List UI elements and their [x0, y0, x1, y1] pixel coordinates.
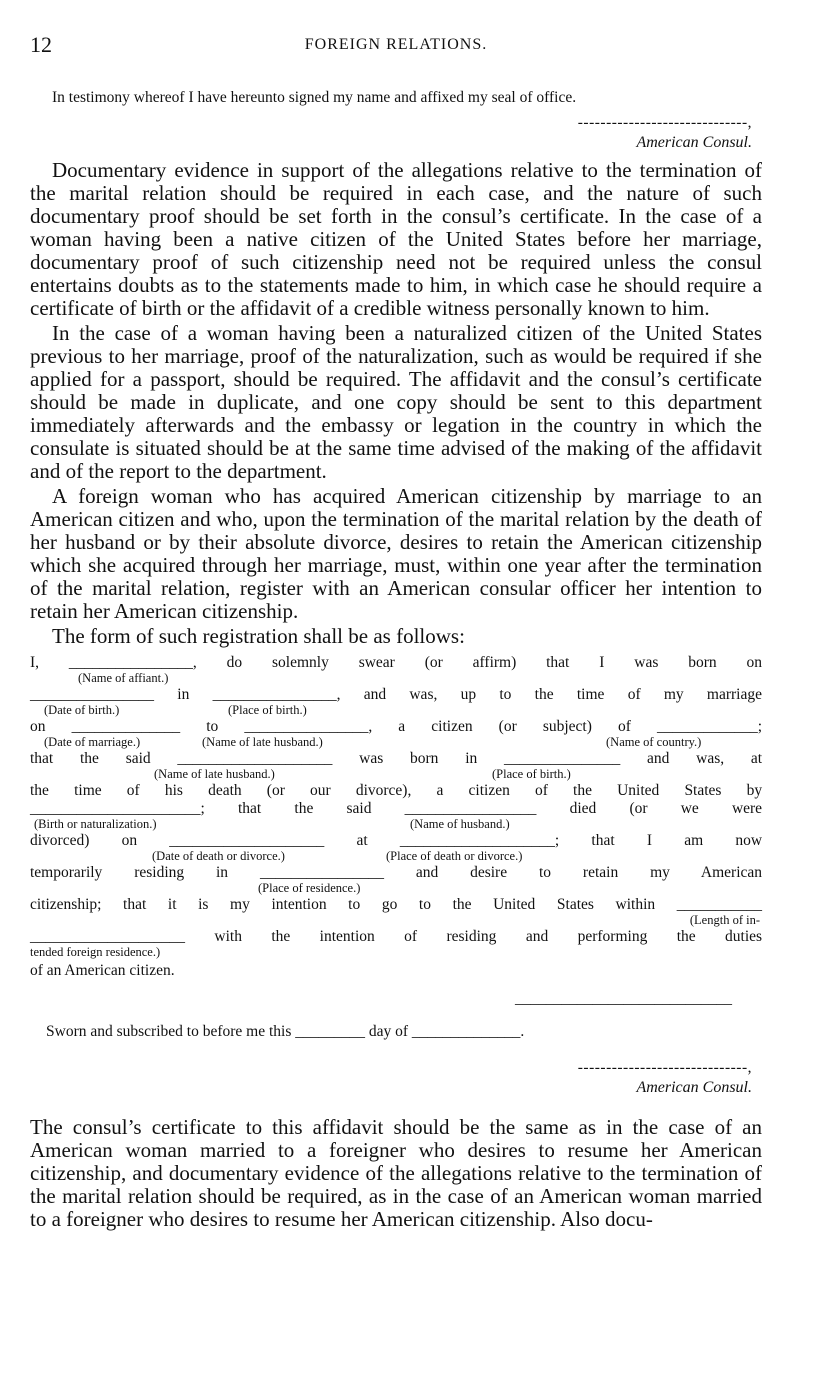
form-caption: (Length of in- — [689, 913, 760, 927]
form-caption: (Name of late husband.) (Place of birth.) — [154, 767, 571, 781]
form-line: that the said ____________________ was born in _______________ and was, at — [30, 750, 763, 767]
registration-form — [30, 654, 762, 1008]
form-caption: (Date of death or divorce.) (Place of death or divorce.) — [152, 849, 523, 863]
signature-block-bottom — [30, 1058, 752, 1098]
document-page — [30, 32, 762, 1231]
form-line: I, ________________, do solemnly swear (or affirm) that I was born on — [30, 654, 762, 671]
page-number: 12 — [30, 32, 52, 57]
form-caption: tended foreign residence.) — [30, 945, 161, 959]
signature-caption: American Consul. — [636, 134, 752, 151]
signature-line: ------------------------------, — [577, 114, 752, 131]
signature-block-top — [30, 113, 752, 153]
paragraph-naturalized-citizen: In the case of a woman having been a naturalized citizen of the United States previous to her marriage, proof of the naturalization, such as would be required if she applied for a passport, should be required. The affidavit and the consul’s certificate should be made in duplicate, and one copy should be sent to this department immediately afterwards and the embassy or legation in the country in which the consulate is situated should be at the same time advised of the making of the affidavit and of the report to the department. — [30, 321, 762, 483]
running-head — [30, 32, 762, 62]
form-line: of an American citizen. — [30, 962, 175, 979]
signature-line: ------------------------------, — [577, 1059, 752, 1076]
form-line: temporarily residing in ________________ and desire to retain my American — [30, 864, 763, 881]
running-title: FOREIGN RELATIONS. — [304, 36, 488, 53]
paragraph-documentary-evidence: Documentary evidence in support of the allegations relative to the termination of the marital relation should be required in each case, and the nature of such documentary proof should be set forth in the consul’s certificate. In the case of a woman having been a native citizen of the United States before her marriage, documentary proof of such citizenship need not be required unless the consul entertains doubts as to the statements made to him, in which case he should require a certificate of birth or the affidavit of a credible witness personally known to him. — [30, 158, 762, 320]
form-line: citizenship; that it is my intention to go to the United States within ___________ — [30, 896, 763, 913]
form-line: divorced) on ____________________ at ____________________; that I am now — [30, 832, 763, 849]
signature-caption: American Consul. — [636, 1079, 752, 1096]
paragraph-form-intro: The form of such registration shall be as follows: — [52, 624, 465, 648]
form-line: the time of his death (or our divorce), a citizen of the United States by — [30, 782, 763, 799]
form-caption: (Place of residence.) — [258, 881, 361, 895]
affiant-signature-line: ____________________________ — [515, 990, 732, 1007]
testimony-clause: In testimony whereof I have hereunto signed my name and affixed my seal of office. — [52, 89, 577, 106]
form-line: on ______________ to ________________, a citizen (or subject) of _____________; — [30, 718, 763, 735]
form-caption: (Date of birth.) (Place of birth.) — [44, 703, 307, 717]
form-caption: (Birth or naturalization.) (Name of husband.) — [34, 817, 510, 831]
form-line: ________________ in ________________, and was, up to the time of my marriage — [30, 686, 763, 703]
form-line: ______________________; that the said _________________ died (or we were — [30, 800, 763, 817]
form-caption: (Date of marriage.) (Name of late husband.) (Name of country.) — [44, 735, 702, 749]
form-line: ____________________ with the intention of residing and performing the duties — [30, 928, 763, 945]
paragraph-foreign-woman: A foreign woman who has acquired American citizenship by marriage to an American citizen and who, upon the termination of the marital relation by the death of her husband or by their absolute divorce, desires to retain the American citizenship which she acquired through her marriage, must, within one year after the termination of the marital relation, register with an American consular officer her intention to retain her American citizenship. — [30, 484, 762, 623]
paragraph-consul-certificate: The consul’s certificate to this affidavit should be the same as in the case of an American woman married to a foreigner who desires to resume her American citizenship, and documentary evidence of the allegations relative to the termination of the marital relation should be required, as in the case of an American woman married to a foreigner who desires to resume her American citizenship. Also docu- — [30, 1115, 762, 1231]
sworn-line: Sworn and subscribed to before me this _________ day of ______________. — [46, 1023, 525, 1040]
form-caption: (Name of affiant.) — [78, 671, 169, 685]
